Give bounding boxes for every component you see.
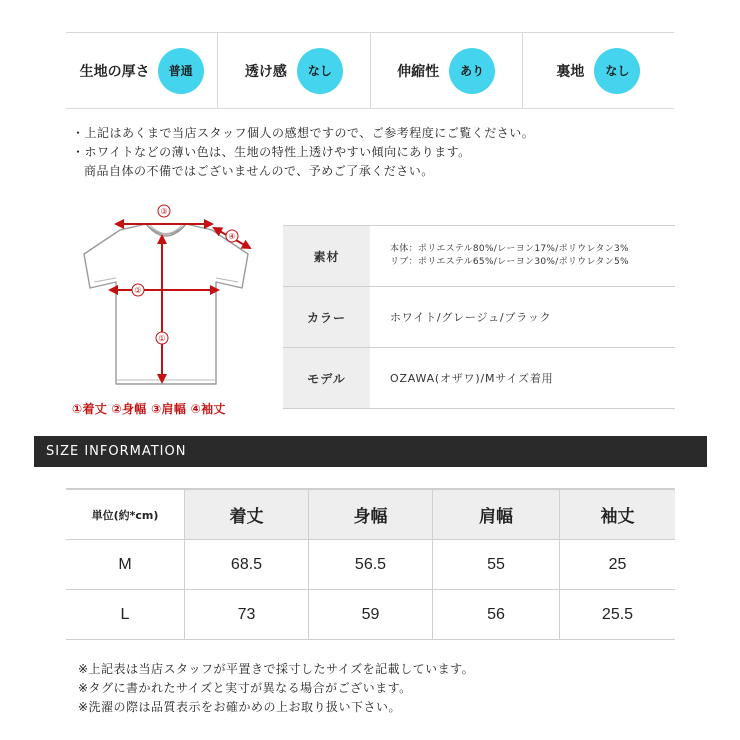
material-body: 本体：ポリエステル80%/レーヨン17%/ポリウレタン3% xyxy=(390,244,629,254)
spec-key: モデル xyxy=(283,348,370,408)
size-table xyxy=(66,488,675,640)
size-value: 25 xyxy=(559,540,675,589)
size-label: M xyxy=(118,555,132,573)
feel-badge: あり xyxy=(449,48,495,94)
spec-row-model xyxy=(283,348,675,409)
spec-value xyxy=(370,226,675,286)
marker-length: ① xyxy=(158,334,166,343)
size-value: 25.5 xyxy=(559,590,675,639)
feel-label: 生地の厚さ xyxy=(79,63,150,80)
tshirt-outline xyxy=(84,224,248,384)
feel-label: 透け感 xyxy=(244,63,287,80)
material-rib: リブ：ポリエステル65%/レーヨン30%/ポリウレタン5% xyxy=(390,257,629,267)
size-section-title: SIZE INFORMATION xyxy=(34,436,707,467)
spec-value xyxy=(370,287,675,347)
footer-note: ※洗濯の際は品質表示をお確かめの上お取り扱い下さい。 xyxy=(78,700,402,714)
measurement-notes xyxy=(78,660,474,717)
feel-label: 裏地 xyxy=(556,63,585,80)
feel-label: 伸縮性 xyxy=(397,63,440,80)
footer-note: ※上記表は当店スタッフが平置きで採寸したサイズを記載しています。 xyxy=(78,662,475,676)
size-value: 55 xyxy=(432,540,559,589)
note-line: ・ホワイトなどの薄い色は、生地の特性上透けやすい傾向にあります。 xyxy=(72,145,471,159)
column-header: 身幅 xyxy=(308,490,432,539)
marker-width: ② xyxy=(134,286,142,295)
unit-label: 単位(約*cm) xyxy=(66,490,184,539)
table-row xyxy=(66,540,675,590)
diagram-legend: ①着丈 ②身幅 ③肩幅 ④袖丈 xyxy=(72,402,226,416)
tshirt-diagram xyxy=(66,198,266,398)
feel-badge: なし xyxy=(594,48,640,94)
feel-badge: 普通 xyxy=(158,48,204,94)
color-list: ホワイト/グレージュ/ブラック xyxy=(390,311,552,324)
size-value: 56 xyxy=(432,590,559,639)
spec-row-material xyxy=(283,226,675,287)
size-table-header xyxy=(66,490,675,540)
marker-shoulder: ③ xyxy=(160,207,168,216)
spec-key: カラー xyxy=(283,287,370,347)
column-header: 袖丈 xyxy=(559,490,675,539)
feel-stretch xyxy=(370,33,522,108)
model-info: OZAWA(オザワ)/Mサイズ着用 xyxy=(390,372,554,385)
feel-lining xyxy=(522,33,674,108)
spec-value xyxy=(370,348,675,408)
size-value: 68.5 xyxy=(184,540,308,589)
footer-note: ※タグに書かれたサイズと実寸が異なる場合がございます。 xyxy=(78,681,412,695)
spec-key: 素材 xyxy=(283,226,370,286)
size-label: L xyxy=(120,605,130,623)
fabric-notes xyxy=(72,124,534,181)
feel-thickness xyxy=(66,33,217,108)
size-value: 59 xyxy=(308,590,432,639)
note-line: ・上記はあくまで当店スタッフ個人の感想ですので、ご参考程度にご覧ください。 xyxy=(72,126,535,140)
table-row xyxy=(66,590,675,640)
feel-transparency xyxy=(217,33,369,108)
note-line: 商品自体の不備ではございませんので、予めご了承ください。 xyxy=(84,164,434,178)
feel-badge: なし xyxy=(297,48,343,94)
size-value: 73 xyxy=(184,590,308,639)
column-header: 肩幅 xyxy=(432,490,559,539)
fabric-feel-bar xyxy=(66,32,674,109)
size-value: 56.5 xyxy=(308,540,432,589)
marker-sleeve: ④ xyxy=(228,232,236,241)
spec-table xyxy=(283,225,675,409)
spec-row-color xyxy=(283,287,675,348)
column-header: 着丈 xyxy=(184,490,308,539)
